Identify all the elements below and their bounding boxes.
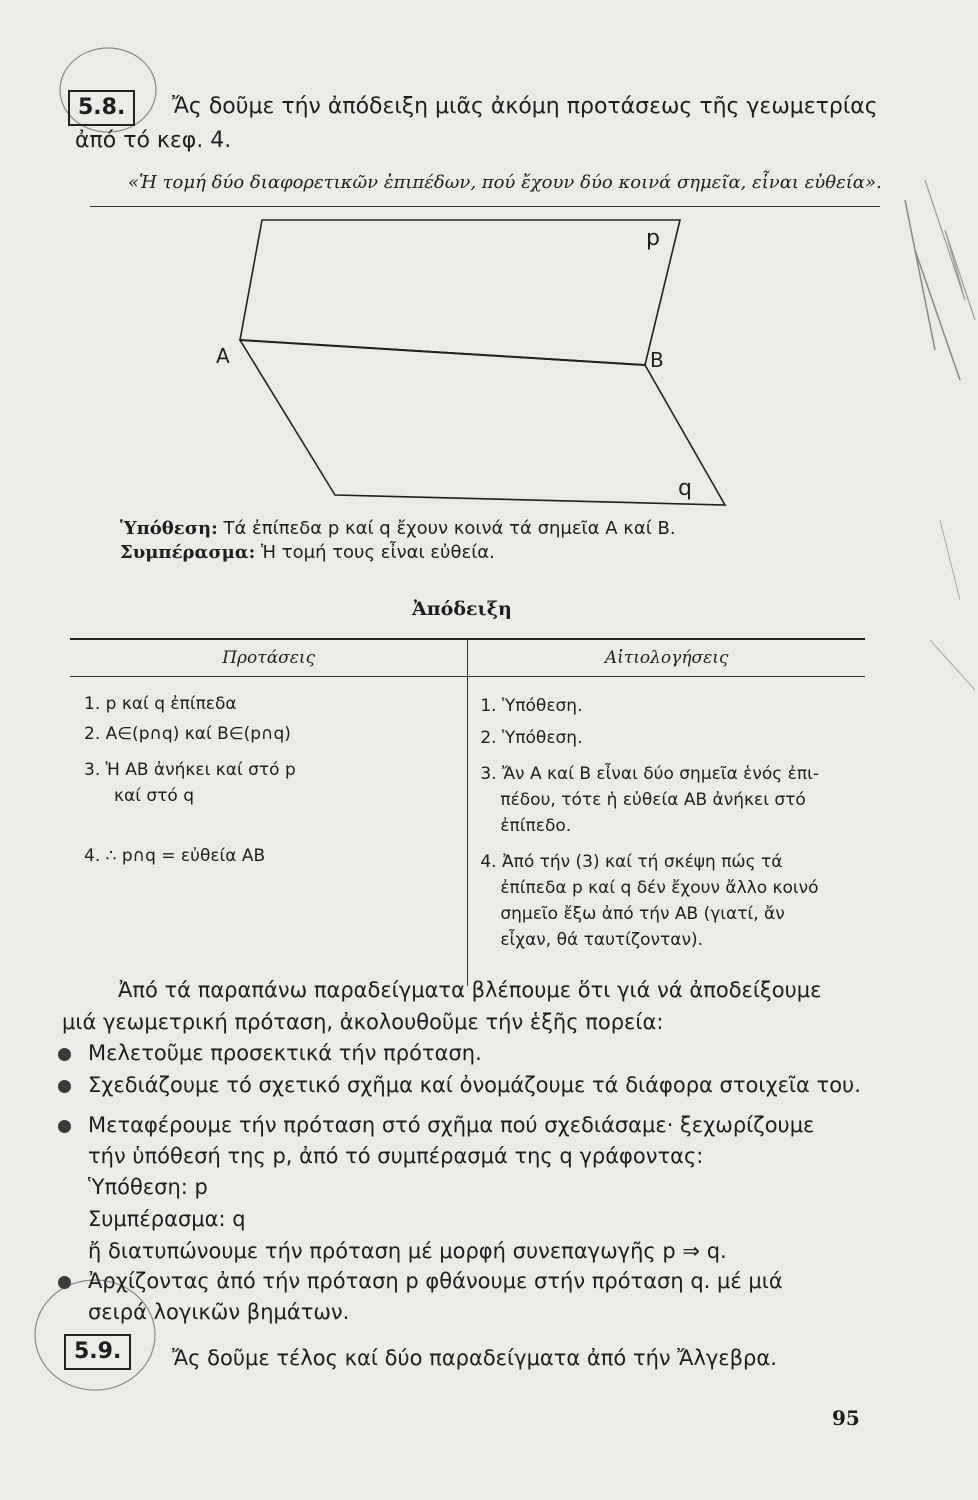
hypothesis (120, 518, 676, 539)
bullet-icon (58, 1080, 71, 1093)
page-number: 95 (832, 1406, 860, 1430)
column-header-statements: Προτάσεις (70, 640, 468, 677)
section-number-5-8: 5.8. (68, 90, 135, 126)
statement-3: 3. Ἡ AB ἀνήκει καί στό p (84, 760, 296, 780)
method-bullet-4-line1: Ἀρχίζοντας ἀπό τήν πρόταση p φθάνουμε στήν πρόταση q. μέ μιά (88, 1269, 783, 1293)
section-number-5-9: 5.9. (64, 1334, 131, 1370)
section-5-9-text: Ἄς δοῦμε τέλος καί δύο παραδείγματα ἀπό τήν Ἄλγεβρα. (172, 1346, 777, 1370)
label-A: A (216, 344, 230, 368)
reason-4-cont2: σημεῖο ἔξω ἀπό τήν AB (γιατί, ἄν (500, 904, 785, 924)
method-conclusion-q: Συμπέρασμα: q (88, 1207, 246, 1231)
statement-1: 1. p καί q ἐπίπεδα (84, 694, 237, 714)
method-bullet-3-line1: Μεταφέρουμε τήν πρόταση στό σχῆμα πού σχεδιάσαμε· ξεχωρίζουμε (88, 1113, 815, 1137)
reason-4-cont3: εἶχαν, θά ταυτίζονταν). (500, 930, 704, 950)
method-bullet-2: Σχεδιάζουμε τό σχετικό σχῆμα καί ὀνομάζουμε τά διάφορα στοιχεῖα του. (88, 1073, 861, 1097)
reason-3: 3. Ἄν A καί B εἶναι δύο σημεῖα ἑνός ἐπι- (480, 764, 819, 784)
column-header-reasons: Αἰτιολογήσεις (468, 640, 865, 677)
statement-3-cont: καί στό q (114, 786, 194, 806)
statements-column (70, 677, 468, 987)
reason-4-cont1: ἐπίπεδα p καί q δέν ἔχουν ἄλλο κοινό (500, 878, 819, 898)
label-B: B (650, 348, 664, 372)
hypothesis-label: Ὑπόθεση: (120, 518, 218, 539)
statement-4: 4. ∴ p∩q = εὐθεία AB (84, 846, 266, 866)
proof-title: Ἀπόδειξη (412, 598, 512, 620)
hypothesis-text: Τά ἐπίπεδα p καί q ἔχουν κοινά τά σημεῖα A καί B. (223, 518, 676, 539)
method-bullet-4-line2: σειρά λογικῶν βημάτων. (88, 1300, 350, 1324)
method-implication: ἤ διατυπώνουμε τήν πρόταση μέ μορφή συνεπαγωγῆς p ⇒ q. (88, 1239, 727, 1263)
method-bullet-3-line2: τήν ὑπόθεσή της p, ἀπό τό συμπέρασμά της q γράφοντας: (88, 1144, 704, 1168)
label-q: q (678, 476, 692, 501)
bullet-icon (58, 1048, 71, 1061)
theorem-quote: «Ἡ τομή δύο διαφορετικῶν ἐπιπέδων, πού ἔχουν δύο κοινά σημεῖα, εἶναι εὐθεία». (128, 172, 882, 193)
reasons-column (468, 677, 865, 987)
section-5-8-intro-line1: Ἄς δοῦμε τήν ἀπόδειξη μιᾶς ἀκόμη προτάσεως τῆς γεωμετρίας (172, 94, 878, 119)
conclusion-label: Συμπέρασμα: (120, 542, 256, 563)
method-line2: μιά γεωμετρική πρόταση, ἀκολουθοῦμε τήν ἑξῆς πορεία: (62, 1010, 664, 1034)
line-AB (240, 340, 645, 365)
reason-4: 4. Ἀπό τήν (3) καί τή σκέψη πώς τά (480, 852, 783, 872)
reason-3-cont2: ἐπίπεδο. (500, 816, 572, 836)
statement-2: 2. A∈(p∩q) καί B∈(p∩q) (84, 724, 291, 744)
method-bullet-1: Μελετοῦμε προσεκτικά τήν πρόταση. (88, 1041, 482, 1065)
bullet-icon (58, 1120, 71, 1133)
conclusion (120, 542, 495, 563)
section-5-8-intro-line2: ἀπό τό κεφ. 4. (75, 128, 232, 153)
reason-1: 1. Ὑπόθεση. (480, 696, 583, 716)
label-p: p (646, 226, 660, 251)
conclusion-text: Ἡ τομή τους εἶναι εὐθεία. (261, 542, 495, 563)
bullet-icon (58, 1276, 71, 1289)
reason-2: 2. Ὑπόθεση. (480, 728, 583, 748)
proof-table (70, 640, 865, 986)
method-hypothesis-p: Ὑπόθεση: p (88, 1175, 208, 1199)
reason-3-cont1: πέδου, τότε ἡ εὐθεία AB ἀνήκει στό (500, 790, 806, 810)
method-line1: Ἀπό τά παραπάνω παραδείγματα βλέπουμε ὅτι γιά νά ἀποδείξουμε (118, 978, 822, 1002)
